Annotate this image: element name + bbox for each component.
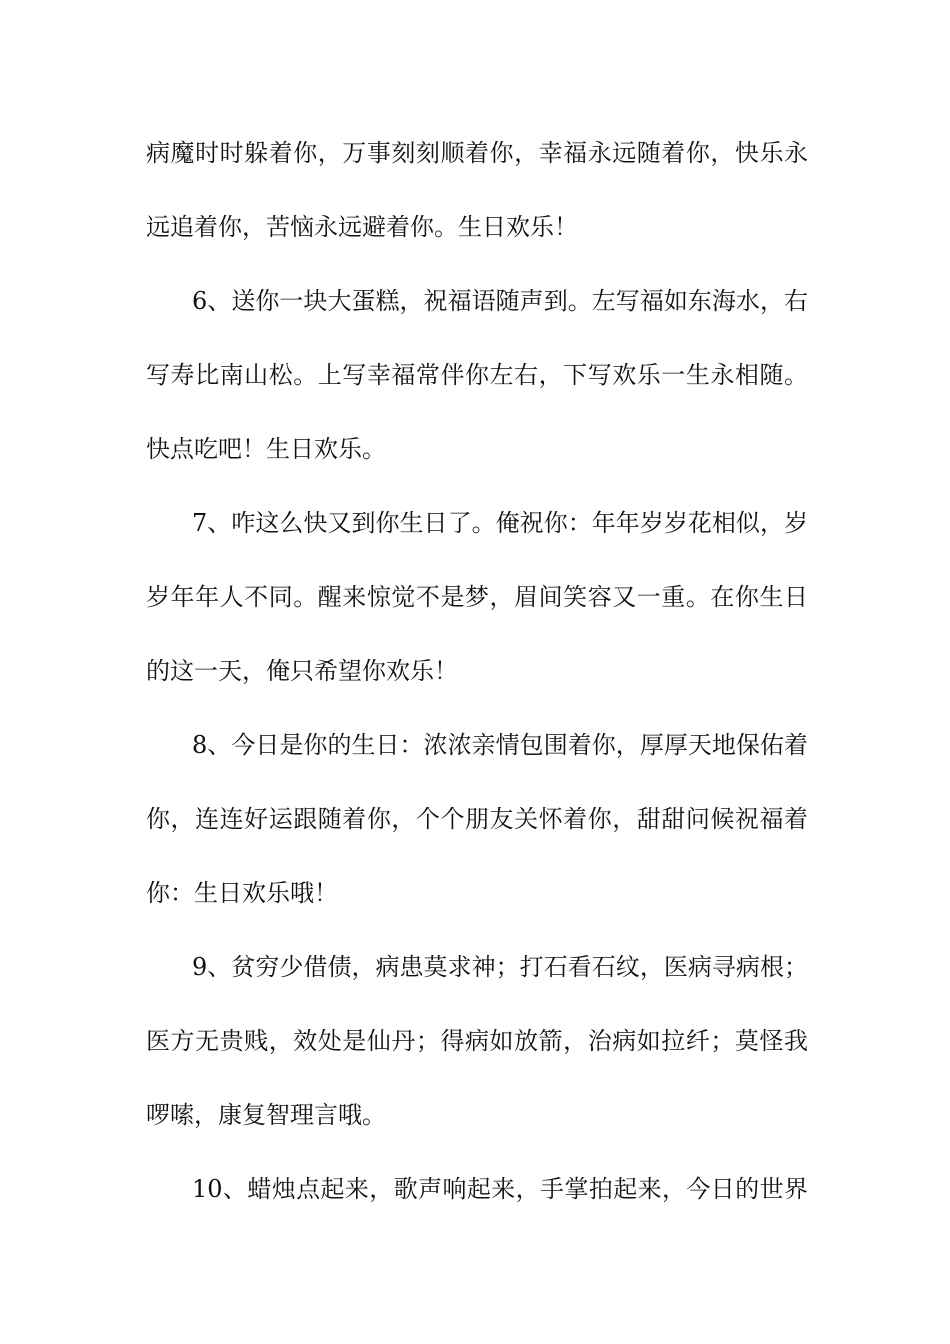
text-line: 啰嗦，康复智理言哦。 bbox=[146, 1101, 386, 1129]
paragraph-first-line: 7、咋这么快又到你生日了。俺祝你：年年岁岁花相似，岁 bbox=[192, 509, 808, 537]
text-line: 的这一天，俺只希望你欢乐！ bbox=[146, 657, 458, 685]
text-line: 写寿比南山松。上写幸福常伴你左右，下写欢乐一生永相随。 bbox=[146, 361, 808, 389]
text-line: 远追着你，苦恼永远避着你。生日欢乐！ bbox=[146, 213, 578, 241]
text-line: 病魔时时躲着你，万事刻刻顺着你，幸福永远随着你，快乐永 bbox=[146, 139, 808, 167]
paragraph-first-line: 10、蜡烛点起来，歌声响起来，手掌拍起来，今日的世界 bbox=[192, 1175, 808, 1203]
text-line: 医方无贵贱，效处是仙丹；得病如放箭，治病如拉纤；莫怪我 bbox=[146, 1027, 808, 1055]
text-line: 岁年年人不同。醒来惊觉不是梦，眉间笑容又一重。在你生日 bbox=[146, 583, 808, 611]
paragraph-first-line: 8、今日是你的生日：浓浓亲情包围着你，厚厚天地保佑着 bbox=[192, 731, 808, 759]
text-line: 你：生日欢乐哦！ bbox=[146, 879, 338, 907]
paragraph-first-line: 9、贫穷少借债，病患莫求神；打石看石纹，医病寻病根； bbox=[192, 953, 808, 981]
text-line: 快点吃吧！生日欢乐。 bbox=[146, 435, 386, 463]
text-line: 你，连连好运跟随着你，个个朋友关怀着你，甜甜问候祝福着 bbox=[146, 805, 808, 833]
paragraph-first-line: 6、送你一块大蛋糕，祝福语随声到。左写福如东海水，右 bbox=[192, 287, 808, 315]
